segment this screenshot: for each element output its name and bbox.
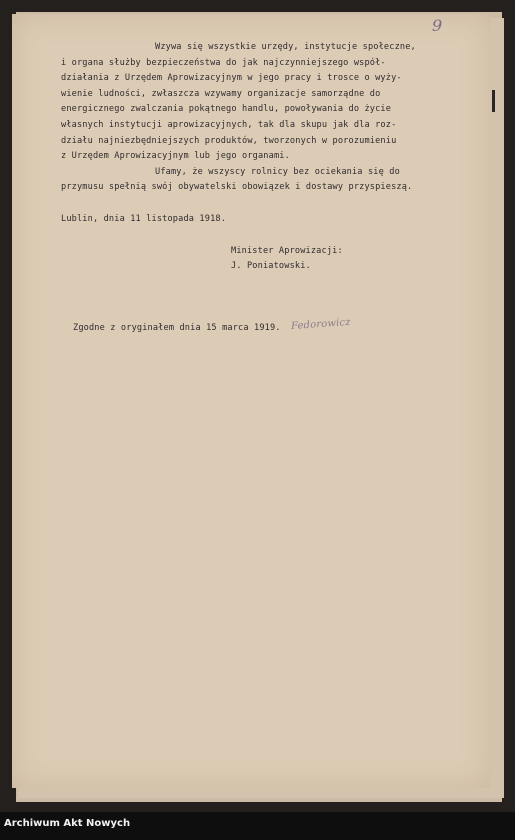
signature-name: J. Poniatowski.: [231, 261, 311, 272]
body-line-10: przymusu spełnią swój obywatelski obowiązek i dostawy przyspieszą.: [61, 182, 413, 193]
archive-footer: [0, 812, 515, 840]
archive-name: Archiwum Akt Nowych: [4, 818, 131, 829]
body-line-4: wienie ludności, zwłaszcza wzywamy organizacje samorządne do: [61, 88, 381, 99]
folio-number: 9: [432, 16, 443, 35]
copy-certification-text: Zgodne z oryginałem dnia 15 marca 1919.: [73, 322, 281, 333]
body-line-9: Ufamy, że wszyscy rolnicy bez ociekania się do: [155, 166, 400, 177]
body-line-1: Wzywa się wszystkie urzędy, instytucje społeczne,: [155, 42, 416, 52]
document-page: [12, 14, 490, 788]
handwritten-signature: Fedorowicz: [290, 316, 351, 332]
body-line-7: działu najniezbędniejszych produktów, tworzonych w porozumieniu: [61, 135, 397, 146]
body-line-5: energicznego zwalczania pokątnego handlu, powoływania do życie: [61, 104, 392, 115]
copy-certification-line: [61, 316, 499, 337]
body-line-2: i organa służby bezpieczeństwa do jak najczynniejszego współ-: [61, 57, 386, 68]
document-body: [61, 40, 499, 336]
body-line-3: działania z Urzędem Aprowizacyjnym w jego pracy i trosce o wyży-: [61, 73, 402, 84]
date-line: Lublin, dnia 11 listopada 1918.: [61, 213, 227, 224]
signature-title: Minister Aprowizacji:: [231, 245, 343, 256]
body-line-8: z Urzędem Aprowizacyjnym lub jego organami.: [61, 151, 290, 162]
body-line-6: własnych instytucji aprowizacyjnych, tak dla skupu jak dla roz-: [61, 119, 397, 130]
